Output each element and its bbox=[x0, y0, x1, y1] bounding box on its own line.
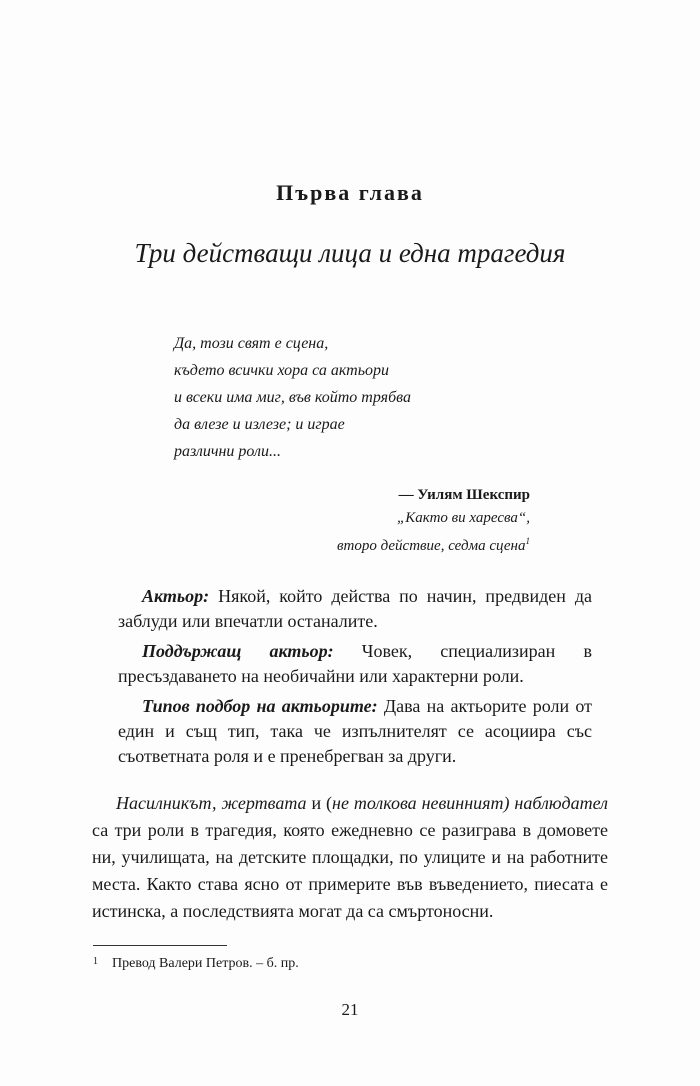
paragraph-italic: Насилникът, жертвата bbox=[116, 793, 307, 813]
definition-text: Човек, специализиран в пресъздаването на необичайни или характерни роли. bbox=[118, 641, 592, 686]
epigraph-line: където всички хора са актьори bbox=[174, 362, 389, 379]
footnote-mark: 1 bbox=[93, 956, 98, 967]
paragraph-plain: са три роли в трагедия, която ежедневно се разиграва в домовете ни, училищата, на детските площадки, по улиците и на работните места. Както става ясно от примерите във въведението, пиесата е истинска, а последствията могат да са смъртоносни. bbox=[92, 820, 608, 921]
body-paragraph bbox=[92, 790, 608, 925]
epigraph-line: да влезе и излезе; и играе bbox=[174, 416, 345, 433]
page-number: 21 bbox=[341, 1000, 359, 1019]
footnote-reference: 1 bbox=[525, 536, 530, 546]
epigraph-line: различни роли... bbox=[174, 443, 281, 460]
definitions-list bbox=[118, 584, 592, 774]
chapter-label: Първа глава bbox=[276, 180, 424, 205]
epigraph-scene: второ действие, седма сцена bbox=[337, 538, 526, 554]
footnote-divider bbox=[93, 945, 227, 946]
epigraph-line: Да, този свят е сцена, bbox=[174, 335, 329, 352]
definition-item bbox=[118, 639, 592, 689]
footnote-text: Превод Валери Петров. – б. пр. bbox=[112, 956, 299, 971]
definition-text: Някой, който действа по начин, предвиден да заблуди или впечатли останалите. bbox=[118, 586, 592, 631]
epigraph-scene-line bbox=[190, 530, 530, 558]
definition-term: Типов подбор на актьорите: bbox=[142, 696, 378, 716]
chapter-title: Три действащи лица и една трагедия bbox=[134, 238, 566, 268]
epigraph-work: „Както ви харесва“, bbox=[396, 510, 530, 526]
paragraph-text bbox=[92, 790, 608, 925]
definition-item bbox=[118, 584, 592, 634]
definition-term: Актьор: bbox=[142, 586, 210, 606]
epigraph-line: и всеки има миг, във който трябва bbox=[174, 389, 411, 406]
epigraph-author: — Уилям Шекспир bbox=[398, 487, 530, 503]
definition-item bbox=[118, 694, 592, 769]
definition-term: Поддържащ актьор: bbox=[142, 641, 334, 661]
definition-text: Дава на актьорите роли от един и същ тип, така че изпълнителят се асоциира със съответната роля и е пренебрегван за други. bbox=[118, 696, 592, 766]
epigraph-attribution bbox=[190, 484, 530, 558]
footnote bbox=[93, 956, 299, 972]
paragraph-plain: и ( bbox=[306, 793, 333, 813]
paragraph-italic: не толкова невинният) наблюдател bbox=[332, 793, 608, 813]
epigraph bbox=[174, 330, 554, 465]
